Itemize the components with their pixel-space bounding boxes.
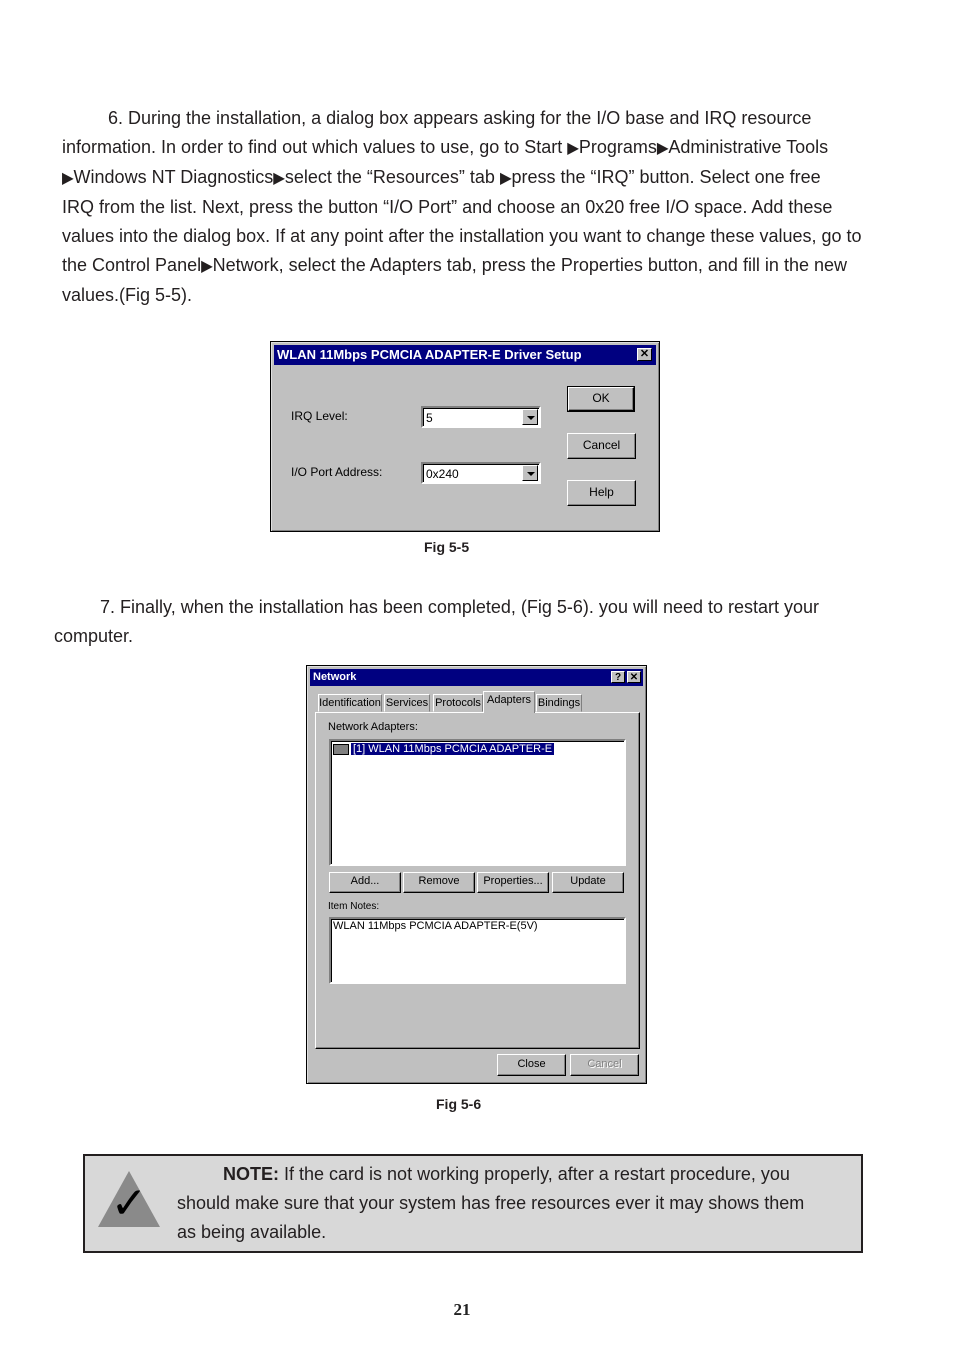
note-line1: NOTE: If the card is not working properly, after a restart procedure, you [223,1164,790,1184]
step6-line3: ▶Windows NT Diagnostics▶select the “Resources” tab ▶press the “IRQ” button. Select one free [62,163,922,193]
update-button[interactable]: Update [552,872,624,893]
step6-line4: IRQ from the list. Next, press the button “I/O Port” and choose an 0x20 free I/O space. Add these [62,197,833,217]
note-label: NOTE: [223,1164,279,1184]
remove-button[interactable]: Remove [403,872,475,893]
network-dialog [306,665,647,1084]
check-triangle-icon [96,1169,162,1229]
arrow-icon: ▶ [499,169,512,188]
io-port-value: 0x240 [426,467,459,481]
step6-paragraph [62,104,922,310]
driver-setup-dialog [270,341,660,532]
note-line3: as being available. [177,1222,327,1242]
dialog-title: WLAN 11Mbps PCMCIA ADAPTER-E Driver Setup [277,347,582,362]
io-port-label: I/O Port Address: [291,465,383,479]
step6-line2: information. In order to find out which values to use, go to Start ▶Programs▶Administrative Tools [62,133,922,163]
dialog-title-bar [274,345,656,365]
note-box [83,1154,863,1253]
step6-line7: values.(Fig 5-5). [62,285,193,305]
arrow-icon: ▶ [567,139,579,158]
properties-button[interactable]: Properties... [477,872,549,893]
list-item[interactable] [333,742,554,756]
help-icon[interactable]: ? [611,671,625,683]
step7-line1: 7. Finally, when the installation has been completed, (Fig 5-6). you will need to restart your [100,597,820,617]
fig56-caption: Fig 5-6 [436,1096,482,1112]
close-icon[interactable]: ✕ [637,348,652,361]
step6-line1: 6. During the installation, a dialog box appears asking for the I/O base and IRQ resource [108,108,812,128]
io-port-select[interactable] [421,462,541,484]
tab-bindings[interactable]: Bindings [536,694,582,712]
chevron-down-icon[interactable] [522,409,538,425]
fig55-caption: Fig 5-5 [424,539,470,555]
step7-line2: computer. [54,626,134,646]
note-line2: should make sure that your system has free resources ever it may shows them [177,1193,805,1213]
cancel-button[interactable]: Cancel [570,1054,639,1076]
note-text [177,1160,852,1247]
irq-level-label: IRQ Level: [291,409,348,423]
tab-services[interactable]: Services [384,694,430,712]
arrow-icon: ▶ [62,169,74,188]
arrow-icon: ▶ [656,139,669,158]
irq-level-value: 5 [426,411,433,425]
network-title-bar [310,669,643,686]
item-notes-label: Item Notes: [328,901,380,912]
cancel-button[interactable]: Cancel [567,433,636,459]
ok-button[interactable]: OK [568,387,634,411]
irq-level-select[interactable] [421,406,541,428]
network-title: Network [313,671,357,683]
check-icon: ✓ [110,1178,148,1229]
tab-protocols[interactable]: Protocols [433,694,483,712]
adapters-panel [315,712,640,1049]
network-adapters-list[interactable] [329,739,626,866]
chevron-down-icon[interactable] [522,465,538,481]
help-button[interactable]: Help [567,480,636,506]
step7-paragraph [54,593,924,651]
item-notes-box [329,917,626,984]
add-button[interactable]: Add... [329,872,401,893]
arrow-icon: ▶ [201,257,213,276]
close-icon[interactable]: ✕ [627,671,641,683]
step6-line5: values into the dialog box. If at any point after the installation you want to change these values, go to [62,226,862,246]
arrow-icon: ▶ [273,169,285,188]
step6-line6: the Control Panel▶Network, select the Adapters tab, press the Properties button, and fill in the new [62,251,922,281]
page-number: 21 [453,1300,471,1319]
close-button[interactable]: Close [497,1054,566,1076]
adapter-item-label: [1] WLAN 11Mbps PCMCIA ADAPTER-E [353,743,553,755]
item-notes-text: WLAN 11Mbps PCMCIA ADAPTER-E(5V) [333,920,538,932]
tab-adapters[interactable]: Adapters [483,691,535,713]
tab-identification[interactable]: Identification [318,694,382,712]
network-card-icon [333,744,349,755]
network-adapters-label: Network Adapters: [328,721,418,733]
